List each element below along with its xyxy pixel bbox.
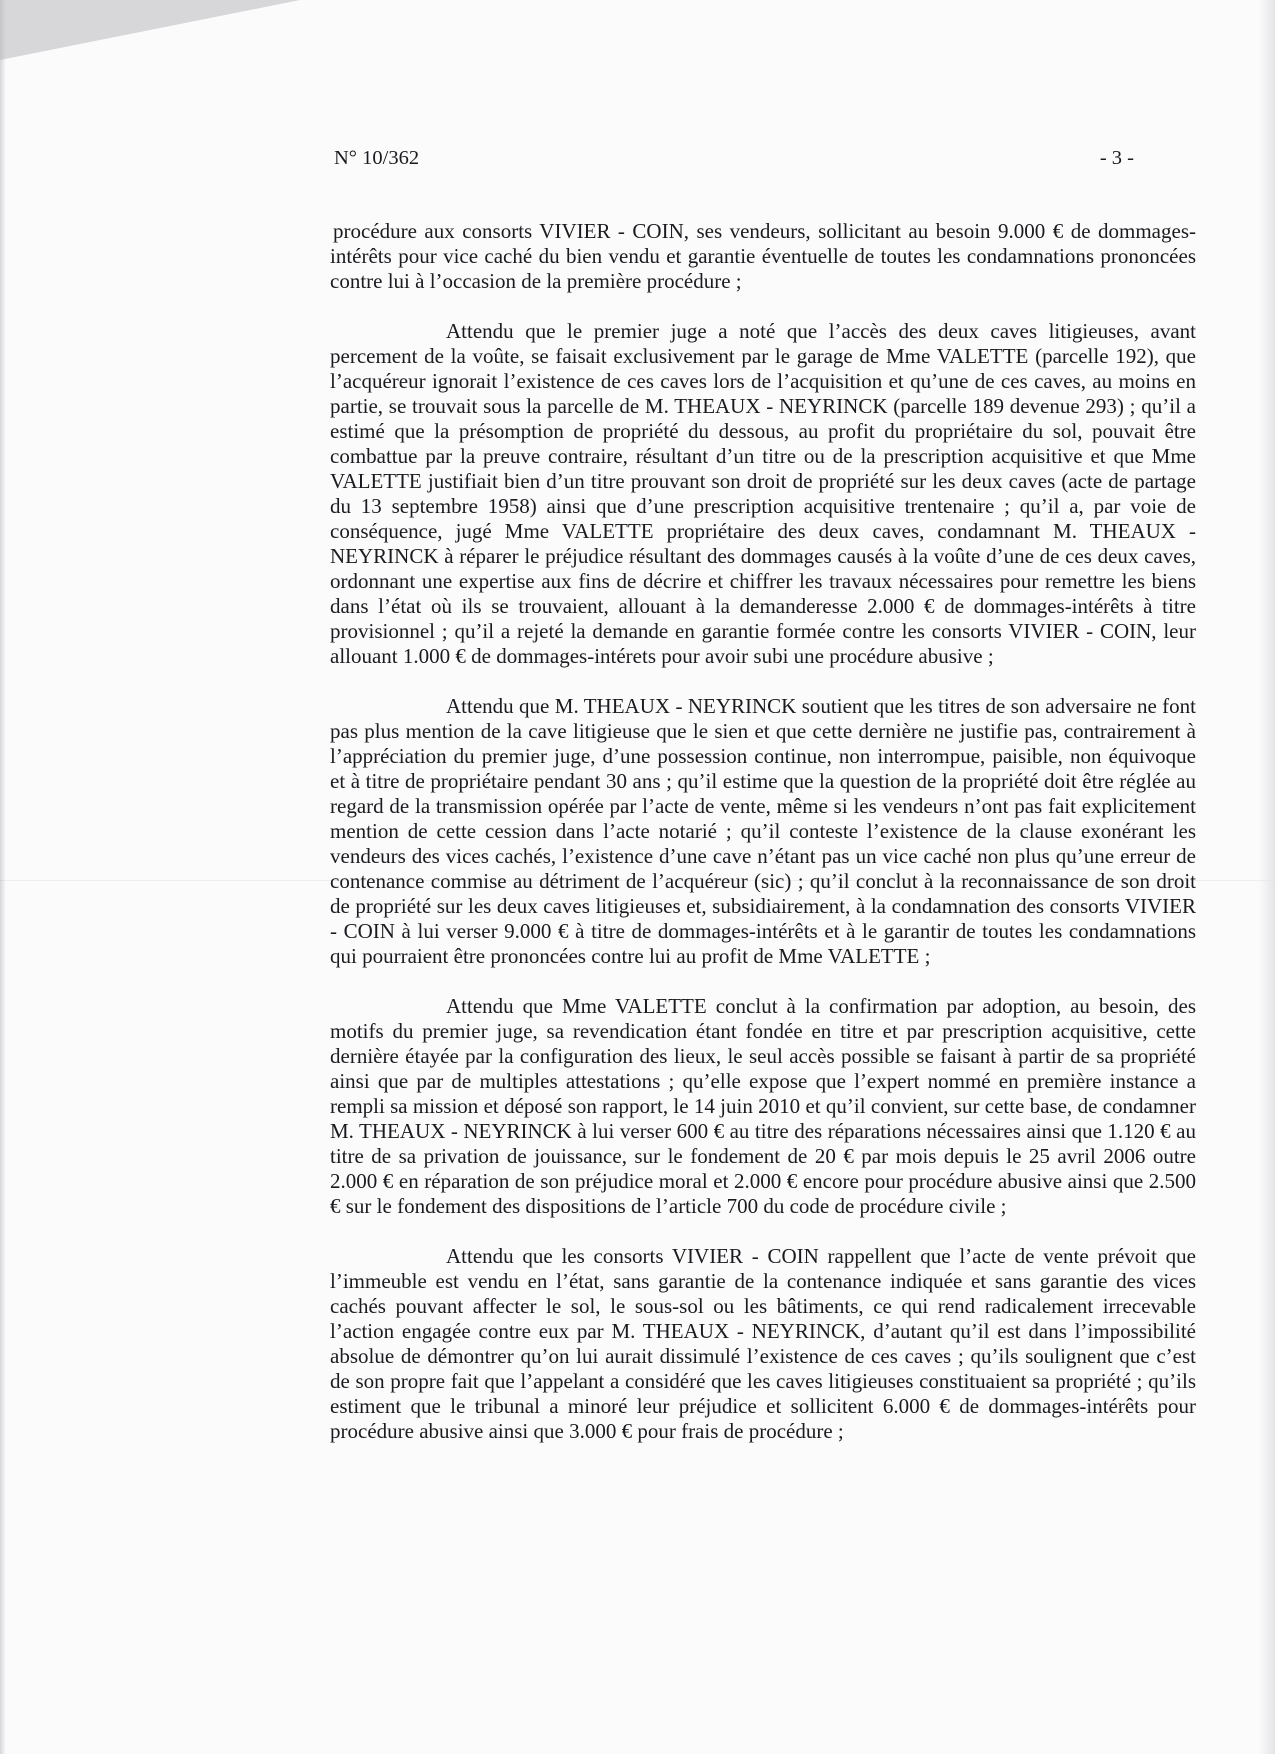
page-header — [334, 147, 1134, 177]
paragraph-vivier-coin-arguments: Attendu que les consorts VIVIER - COIN rappellent que l’acte de vente prévoit que l’immeuble est vendu en l’état, sans garantie de la contenance indiquée et sans garantie des vices cachés pouvant affecter le sol, le sous-sol ou les bâtiments, ce qui rend radicalement irrecevable l’action engagée contre eux par M. THEAUX - NEYRINCK, d’autant qu’il est dans l’impossibilité absolue de démontrer qu’on lui aurait dissimulé l’existence de ces caves ; qu’ils soulignent que c’est de son propre fait que l’appelant a considéré que les caves litigieuses constituaient sa propriété ; qu’ils estiment que le tribunal a minoré leur préjudice et sollicitent 6.000 € de dommages-intérêts pour procédure abusive ainsi que 3.000 € pour frais de procédure ; — [330, 1244, 1196, 1443]
paragraph-appellant-arguments: Attendu que M. THEAUX - NEYRINCK soutient que les titres de son adversaire ne font pas plus mention de la cave litigieuse que le sien et que cette dernière ne justifie pas, contrairement à l’appréciation du premier juge, d’une possession continue, non interrompue, paisible, non équivoque et à titre de propriétaire pendant 30 ans ; qu’il estime que la question de la propriété doit être réglée au regard de la transmission opérée par l’acte de vente, même si les vendeurs n’ont pas fait explicitement mention de cette cession dans l’acte notarié ; qu’il conteste l’existence de la clause exonérant les vendeurs des vices cachés, l’existence d’une cave n’étant pas un vice caché non plus qu’une erreur de contenance commise au détriment de l’acquéreur (sic) ; qu’il conclut à la reconnaissance de son droit de propriété sur les deux caves litigieuses et, subsidiairement, à la condamnation des consorts VIVIER - COIN à lui verser 9.000 € à titre de dommages-intérêts et à le garantir de toutes les condamnations qui pourraient être prononcées contre lui au profit de Mme VALETTE ; — [330, 694, 1196, 968]
case-reference-number: N° 10/362 — [334, 147, 420, 169]
folded-page-corner — [0, 0, 300, 60]
scan-right-edge-shadow — [1259, 0, 1275, 1754]
scan-left-edge-shadow — [0, 0, 6, 1754]
paragraph-continuation: procédure aux consorts VIVIER - COIN, ses vendeurs, sollicitant au besoin 9.000 € de dommages-intérêts pour vice caché du bien vendu et garantie éventuelle de toutes les condamnations prononcées contre lui à l’occasion de la première procédure ; — [330, 219, 1196, 293]
paragraph-respondent-valette: Attendu que Mme VALETTE conclut à la confirmation par adoption, au besoin, des motifs du premier juge, sa revendication étant fondée en titre et par prescription acquisitive, cette dernière étayée par la configuration des lieux, le seul accès possible se faisant à partir de sa propriété ainsi que par de multiples attestations ; qu’elle expose que l’expert nommé en première instance a rempli sa mission et déposé son rapport, le 14 juin 2010 et qu’il convient, sur cette base, de condamner M. THEAUX - NEYRINCK à lui verser 600 € au titre des réparations nécessaires ainsi que 1.120 € au titre de sa privation de jouissance, sur le fondement de 20 € par mois depuis le 25 avril 2006 outre 2.000 € en réparation de son préjudice moral et 2.000 € encore pour procédure abusive ainsi que 2.500 € sur le fondement des dispositions de l’article 700 du code de procédure civile ; — [330, 994, 1196, 1218]
paragraph-first-judge-findings: Attendu que le premier juge a noté que l’accès des deux caves litigieuses, avant percement de la voûte, se faisait exclusivement par le garage de Mme VALETTE (parcelle 192), que l’acquéreur ignorait l’existence de ces caves lors de l’acquisition et qu’une de ces caves, au moins en partie, se trouvait sous la parcelle de M. THEAUX - NEYRINCK (parcelle 189 devenue 293) ; qu’il a estimé que la présomption de propriété du dessous, au profit du propriétaire du sol, pouvait être combattue par la preuve contraire, résultant d’un titre ou de la prescription acquisitive et que Mme VALETTE justifiait bien d’un titre prouvant son droit de propriété sur les deux caves (acte de partage du 13 septembre 1958) ainsi que d’une prescription acquisitive trentenaire ; qu’il a, par voie de conséquence, jugé Mme VALETTE propriétaire des deux caves, condamnant M. THEAUX - NEYRINCK à réparer le préjudice résultant des dommages causés à la voûte d’une de ces deux caves, ordonnant une expertise aux fins de décrire et chiffrer les travaux nécessaires pour remettre les biens dans l’état où ils se trouvaient, allouant à la demanderesse 2.000 € de dommages-intérêts à titre provisionnel ; qu’il a rejeté la demande en garantie formée contre les consorts VIVIER - COIN, leur allouant 1.000 € de dommages-intérets pour avoir subi une procédure abusive ; — [330, 319, 1196, 668]
page-number: - 3 - — [1099, 147, 1134, 169]
document-body — [330, 219, 1196, 1469]
